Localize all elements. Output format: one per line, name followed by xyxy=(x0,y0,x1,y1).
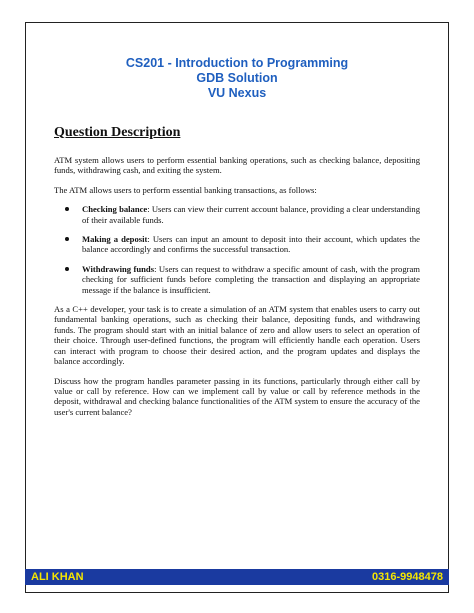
bullet-term: Withdrawing funds xyxy=(82,263,155,274)
list-item xyxy=(54,264,420,295)
bullet-icon xyxy=(65,207,69,211)
phone-number: 0316-9948478 xyxy=(372,571,443,583)
question-paragraph: Discuss how the program handles parameter passing in its functions, particularly through either call by value or call by reference. How can we implement call by value or call by reference methods in the deposit, withdrawal and checking balance functionalities of the ATM system to ensure the accuracy of the user's current balance? xyxy=(54,375,420,417)
task-paragraph: As a C++ developer, your task is to create a simulation of an ATM system that enables users to carry out fundamental banking operations, such as checking their balance, depositing funds, and withdrawing funds. The program should start with an initial balance of zero and allow users to select an operation of their choice. Through user-defined functions, the program will efficiently handle each operation. Users can interact with program to choose their desired action, and the program updates and displays the balance accordingly. xyxy=(54,304,420,367)
document-title xyxy=(0,56,474,101)
bullet-text: : Users can request to withdraw a specific amount of cash, with the program checking for sufficient funds before completing the transaction and displaying an appropriate message if the balance is insufficient. xyxy=(82,263,420,295)
list-item xyxy=(54,204,420,225)
bullet-text: : Users can view their current account balance, providing a clear understanding of their available funds. xyxy=(82,204,420,225)
bullet-icon xyxy=(65,267,69,271)
bullet-term: Making a deposit xyxy=(82,234,148,245)
intro-paragraph: ATM system allows users to perform essential banking operations, such as checking balance, depositing funds, withdrawing cash, and exiting the system. xyxy=(54,155,420,176)
footer-bar xyxy=(25,569,449,585)
bullet-icon xyxy=(65,237,69,241)
author-name: ALI KHAN xyxy=(31,571,84,583)
transaction-list xyxy=(54,204,420,295)
course-title: CS201 - Introduction to Programming xyxy=(125,56,349,70)
lead-paragraph: The ATM allows users to perform essential banking transactions, as follows: xyxy=(54,184,317,195)
section-heading: Question Description xyxy=(54,125,181,140)
publisher: VU Nexus xyxy=(207,86,267,100)
doc-type: GDB Solution xyxy=(196,71,278,85)
document-body xyxy=(54,155,420,426)
bullet-text: : Users can input an amount to deposit into their account, which updates the balance accordingly and confirms the successful transaction. xyxy=(82,234,420,255)
bullet-term: Checking balance xyxy=(82,204,148,215)
list-item xyxy=(54,234,420,255)
